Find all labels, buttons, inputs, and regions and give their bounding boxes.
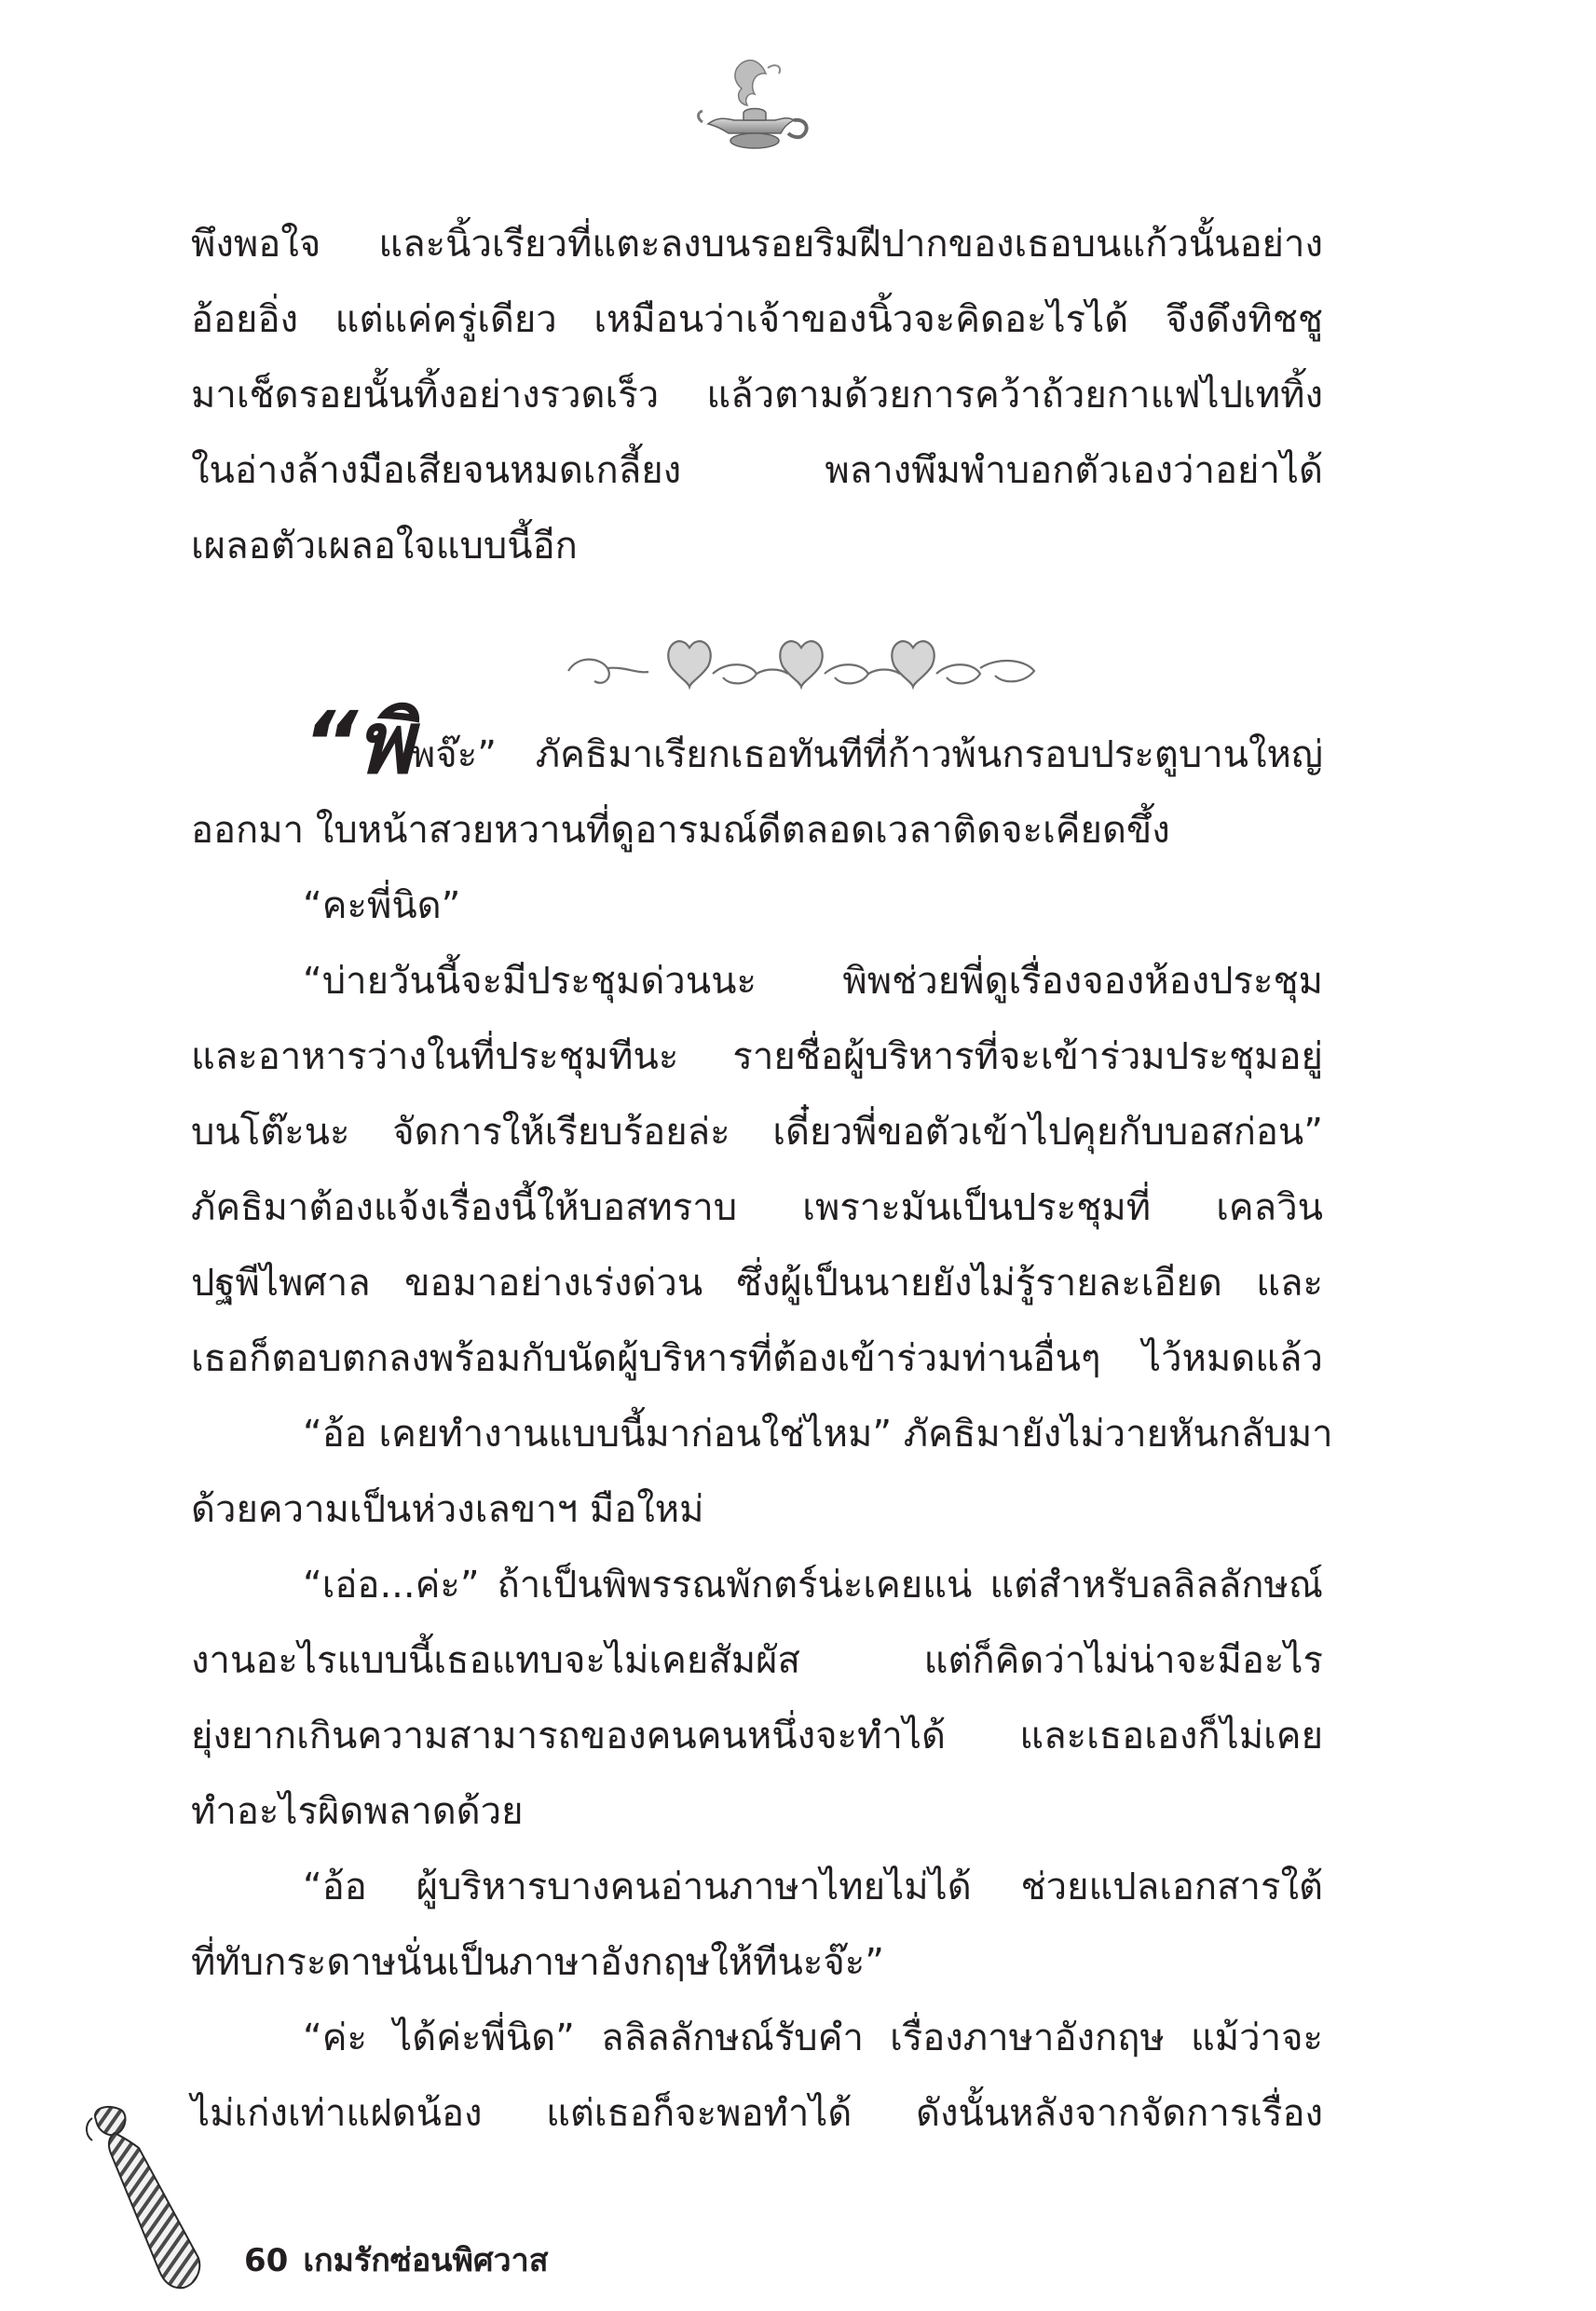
genie-lamp-icon bbox=[689, 51, 820, 163]
text-line: ปฐพีไพศาล ขอมาอย่างเร่งด่วน ซึ่งผู้เป็นนายยังไม่รู้รายละเอียด และ bbox=[191, 1262, 1323, 1305]
paragraph-continued bbox=[191, 207, 1323, 584]
text-line: “เอ่อ...ค่ะ” ถ้าเป็นพิพรรณพักตร์น่ะเคยแน่ แต่สำหรับลลิลลักษณ์ bbox=[303, 1564, 1323, 1607]
text-line: “อ้อ ผู้บริหารบางคนอ่านภาษาไทยไม่ได้ ช่วยแปลเอกสารใต้ bbox=[303, 1866, 1323, 1908]
text-line: “อ้อ เคยทำงานแบบนี้มาก่อนใช่ไหม” ภัคธิมายังไม่วายหันกลับมา bbox=[303, 1413, 1333, 1456]
text-line: “ค่ะ ได้ค่ะพี่นิด” ลลิลลักษณ์รับคำ เรื่องภาษาอังกฤษ แม้ว่าจะ bbox=[303, 2017, 1323, 2059]
text-line: “บ่ายวันนี้จะมีประชุมด่วนนะ พิพช่วยพี่ดูเรื่องจองห้องประชุม bbox=[303, 960, 1323, 1003]
text-line: ออกมา ใบหน้าสวยหวานที่ดูอารมณ์ดีตลอดเวลาติดจะเคียดขึ้ง bbox=[191, 809, 1170, 852]
text-line: พจ๊ะ” ภัคธิมาเรียกเธอทันทีที่ก้าวพ้นกรอบประตูบานใหญ่ bbox=[410, 733, 1323, 776]
text-line: ไม่เก่งเท่าแฝดน้อง แต่เธอก็จะพอทำได้ ดังนั้นหลังจากจัดการเรื่อง bbox=[191, 2092, 1323, 2135]
text-line: บนโต๊ะนะ จัดการให้เรียบร้อยล่ะ เดี๋ยวพี่ขอตัวเข้าไปคุยกับบอสก่อน” bbox=[191, 1111, 1323, 1154]
book-title: เกมรักซ่อนพิศวาส bbox=[303, 2242, 549, 2279]
opening-line bbox=[191, 693, 1323, 793]
text-line: เธอก็ตอบตกลงพร้อมกับนัดผู้บริหารที่ต้องเข้าร่วมท่านอื่นๆ ไว้หมดแล้ว bbox=[191, 1337, 1323, 1380]
text-line: งานอะไรแบบนี้เธอแทบจะไม่เคยสัมผัส แต่ก็คิดว่าไม่น่าจะมีอะไร bbox=[191, 1639, 1323, 1682]
text-line: “คะพี่นิด” bbox=[303, 884, 461, 927]
text-line: ภัคธิมาต้องแจ้งเรื่องนี้ให้บอสทราบ เพราะมันเป็นประชุมที่ เคลวิน bbox=[191, 1186, 1323, 1229]
page-footer bbox=[244, 2235, 548, 2285]
drop-cap: “พิ bbox=[303, 693, 411, 793]
text-line: อ้อยอิ่ง แต่แค่ครู่เดียว เหมือนว่าเจ้าของนิ้วจะคิดอะไรได้ จึงดึงทิชชู bbox=[191, 298, 1323, 341]
text-line: ทำอะไรผิดพลาดด้วย bbox=[191, 1790, 524, 1833]
text-line: ด้วยความเป็นห่วงเลขาฯ มือใหม่ bbox=[191, 1488, 704, 1531]
necktie-icon bbox=[79, 2101, 219, 2292]
text-line: มาเช็ดรอยนั้นทิ้งอย่างรวดเร็ว แล้วตามด้วยการคว้าถ้วยกาแฟไปเททิ้ง bbox=[191, 374, 1323, 417]
text-line: พึงพอใจ และนิ้วเรียวที่แตะลงบนรอยริมฝีปากของเธอบนแก้วนั้นอย่าง bbox=[191, 223, 1323, 266]
text-line: ในอ่างล้างมือเสียจนหมดเกลี้ยง พลางพึมพำบอกตัวเองว่าอย่าได้ bbox=[191, 449, 1323, 492]
dialogue-section bbox=[191, 693, 1333, 2152]
page-number: 60 bbox=[244, 2242, 289, 2279]
text-line: และอาหารว่างในที่ประชุมทีนะ รายชื่อผู้บริหารที่จะเข้าร่วมประชุมอยู่ bbox=[191, 1035, 1323, 1078]
text-line: เผลอตัวเผลอใจแบบนี้อีก bbox=[191, 525, 578, 567]
text-line: ยุ่งยากเกินความสามารถของคนคนหนึ่งจะทำได้ และเธอเองก็ไม่เคย bbox=[191, 1715, 1323, 1757]
heart-scroll-divider-icon bbox=[559, 620, 1044, 699]
text-line: ที่ทับกระดาษนั่นเป็นภาษาอังกฤษให้ทีนะจ๊ะ” bbox=[191, 1941, 884, 1984]
